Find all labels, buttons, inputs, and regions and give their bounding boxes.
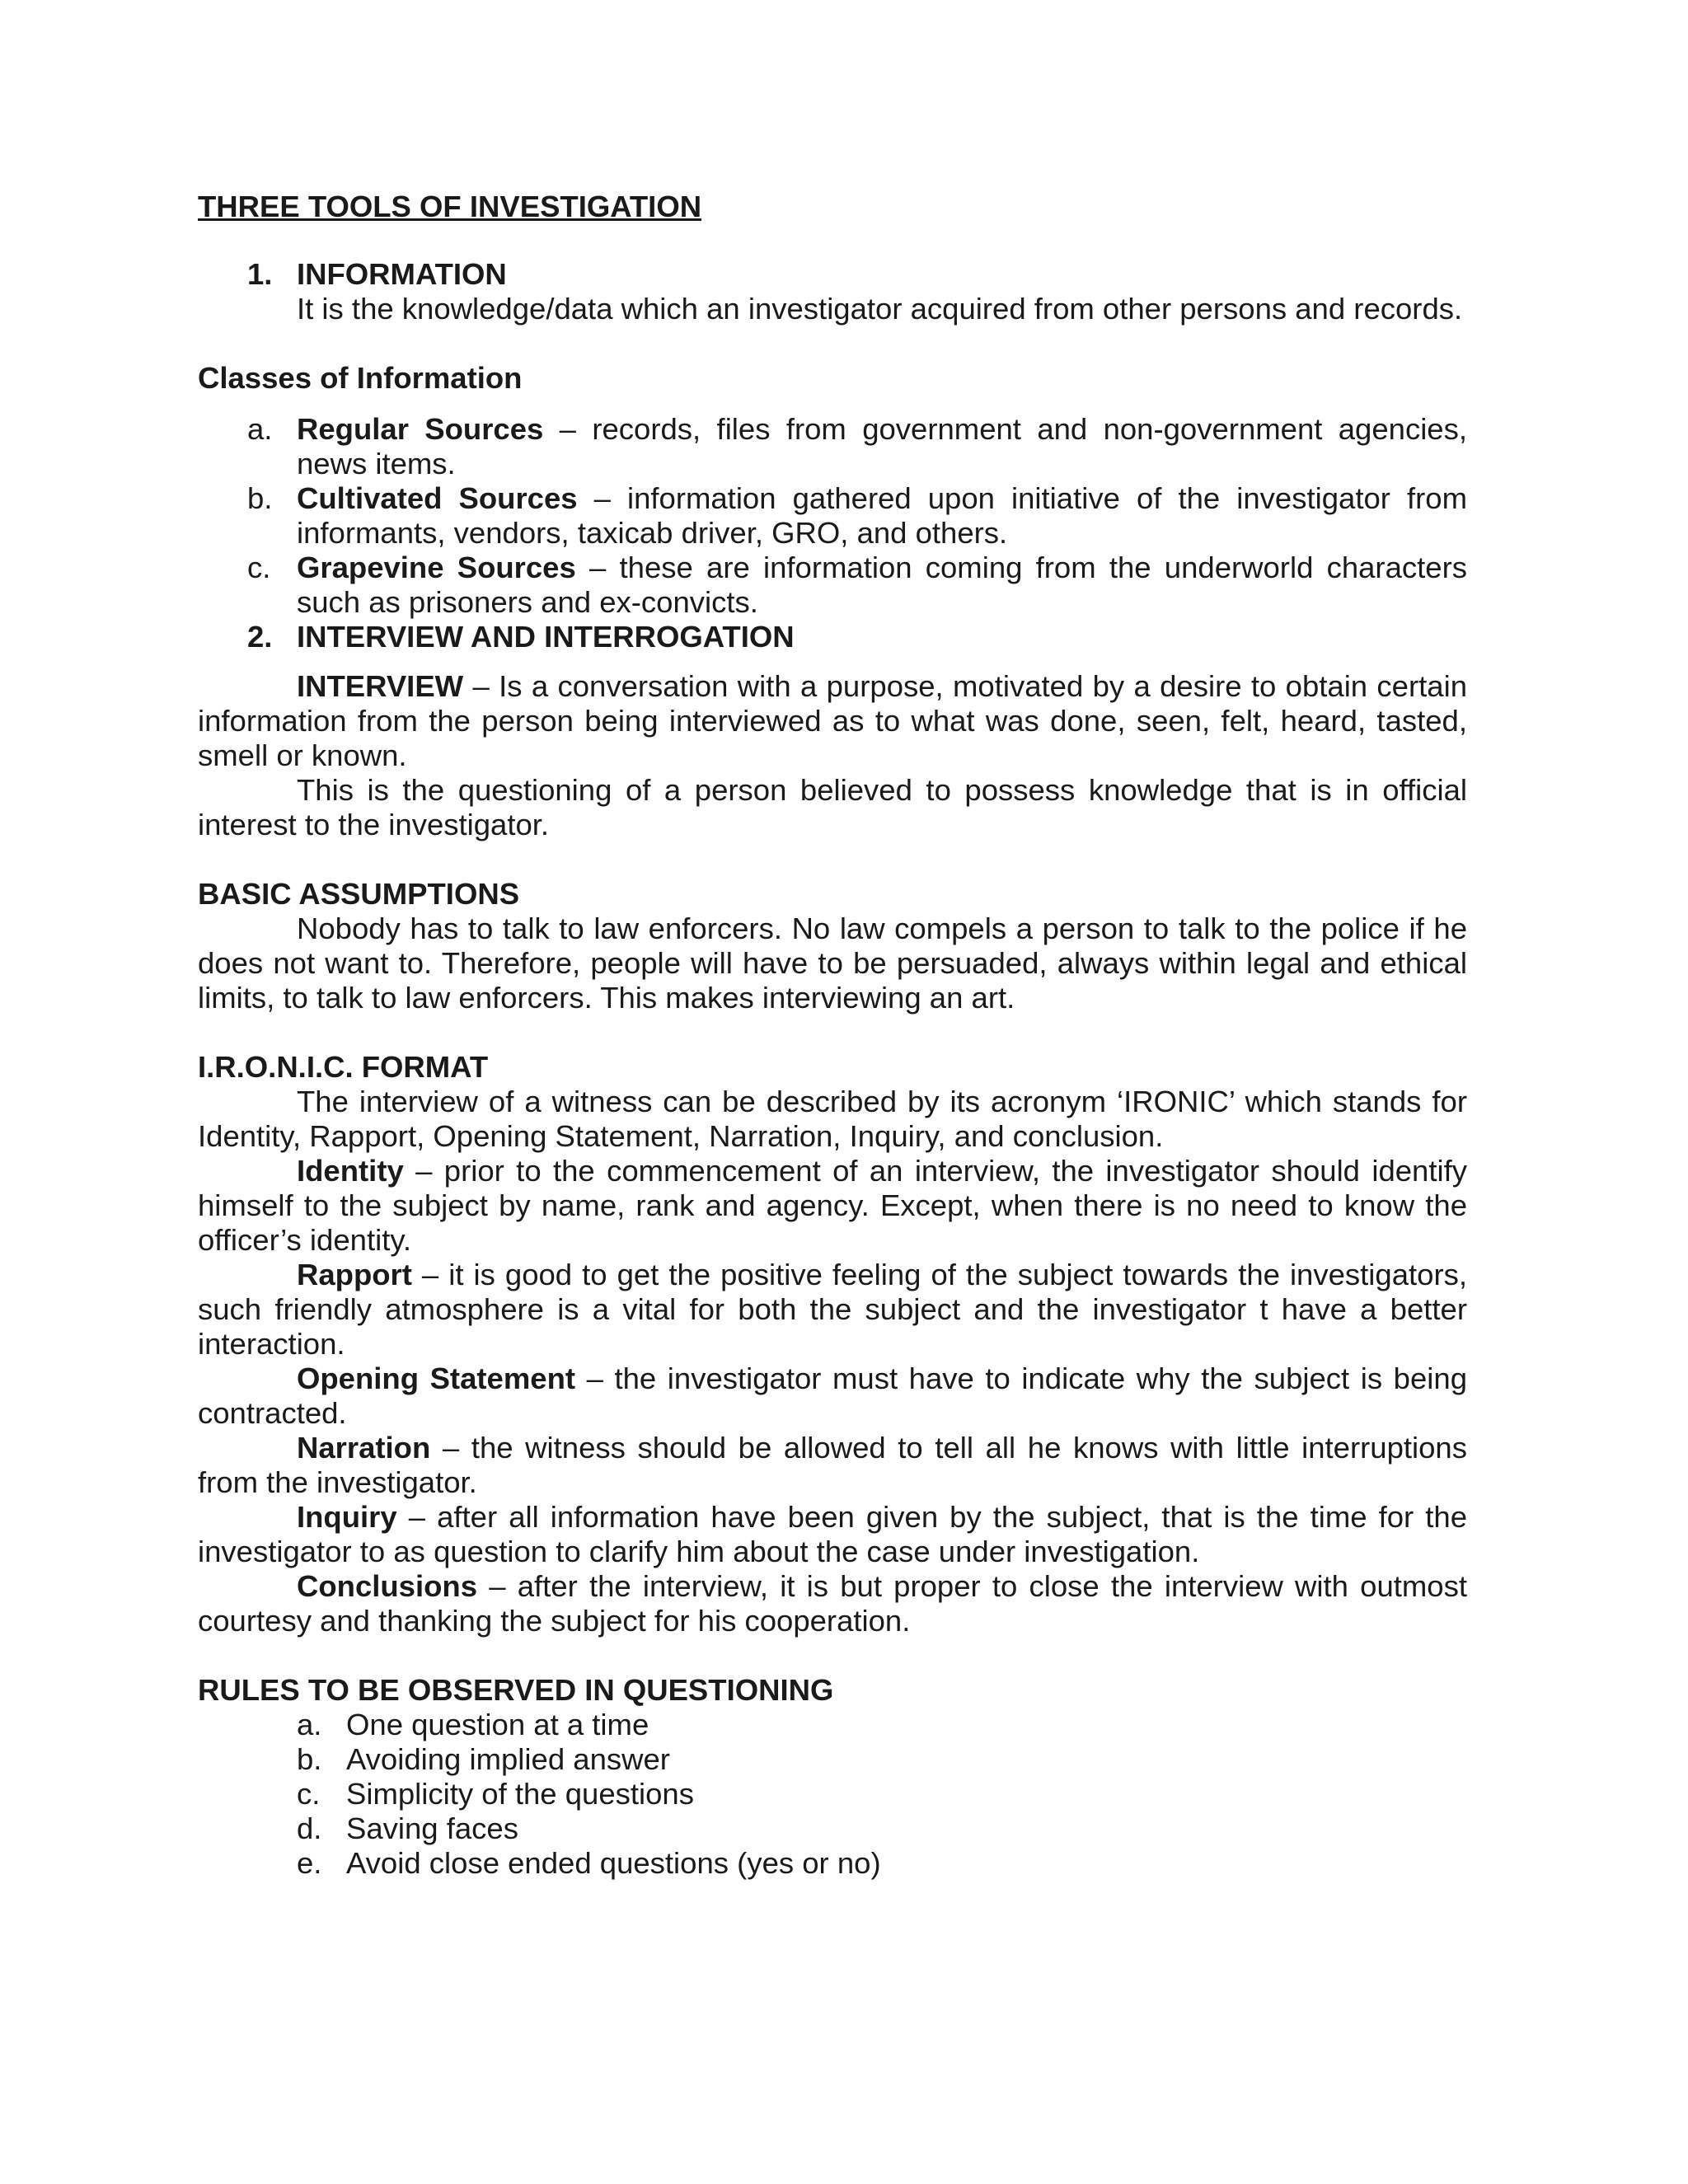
item-text: Saving faces [346, 1811, 518, 1845]
list-item [198, 412, 1467, 481]
document-page [198, 190, 1467, 1881]
item-text: – after the interview, it is but proper to close the interview with outmost courtesy and thanking the subject for his cooperation. [198, 1569, 1467, 1638]
item-text: – the witness should be allowed to tell all he knows with little interruptions from the investigator. [198, 1431, 1467, 1499]
ironic-heading: I.R.O.N.I.C. FORMAT [198, 1050, 489, 1084]
interview-term: INTERVIEW [297, 669, 464, 703]
ironic-identity [198, 1154, 1467, 1258]
classes-heading: Classes of Information [198, 361, 523, 395]
list-marker: c. [297, 1777, 321, 1811]
item-term: Conclusions [297, 1569, 478, 1603]
interview-paragraph [198, 669, 1467, 773]
item-term: Narration [297, 1431, 431, 1465]
list-item [198, 1846, 1467, 1881]
tool-interview-heading [198, 620, 1467, 654]
item-term: Inquiry [297, 1500, 397, 1534]
item-text: – information gathered upon initiative of the investigator from informants, vendors, taxicab driver, GRO, and others. [297, 481, 1467, 550]
document-title: THREE TOOLS OF INVESTIGATION [198, 190, 702, 223]
item-text: Avoid close ended questions (yes or no) [346, 1846, 881, 1880]
ironic-rapport [198, 1258, 1467, 1361]
basic-assumptions-heading: BASIC ASSUMPTIONS [198, 877, 520, 911]
section-heading: INFORMATION [297, 257, 507, 291]
item-term: Regular Sources [297, 412, 544, 446]
item-text: – after all information have been given by the subject, that is the time for the investigator to as question to clarify him about the case under investigation. [198, 1500, 1467, 1568]
list-marker: c. [247, 551, 271, 584]
list-marker: d. [297, 1811, 322, 1845]
ironic-intro: The interview of a witness can be described by its acronym ‘IRONIC’ which stands for Identity, Rapport, Opening Statement, Narration, Inquiry, and conclusion. [198, 1085, 1467, 1153]
list-marker: b. [297, 1742, 322, 1776]
item-text: – it is good to get the positive feeling of the subject towards the investigators, such friendly atmosphere is a vital for both the subject and the investigator t have a better interaction. [198, 1258, 1467, 1361]
list-item [198, 1811, 1467, 1846]
item-term: Grapevine Sources [297, 551, 576, 584]
list-item [198, 551, 1467, 620]
list-item [198, 1742, 1467, 1777]
list-item [198, 1777, 1467, 1811]
questioning-paragraph: This is the questioning of a person believed to possess knowledge that is in official interest to the investigator. [198, 773, 1467, 841]
item-text: Simplicity of the questions [346, 1777, 694, 1811]
rules-heading: RULES TO BE OBSERVED IN QUESTIONING [198, 1673, 834, 1707]
item-term: Identity [297, 1154, 404, 1188]
basic-assumptions-paragraph: Nobody has to talk to law enforcers. No law compels a person to talk to the police if he does not want to. Therefore, people will have to be persuaded, always within legal and ethical limits, to talk to law enforcers. This makes interviewing an art. [198, 912, 1467, 1015]
tool-information-heading [198, 257, 1467, 292]
item-text: – records, files from government and non-government agencies, news items. [297, 412, 1467, 480]
section-heading: INTERVIEW AND INTERROGATION [297, 620, 795, 654]
item-term: Cultivated Sources [297, 481, 578, 515]
ironic-conclusions [198, 1569, 1467, 1638]
list-marker: e. [297, 1846, 322, 1880]
item-text: One question at a time [346, 1708, 649, 1741]
interview-text: – Is a conversation with a purpose, motivated by a desire to obtain certain information from the person being interviewed as to what was done, seen, felt, heard, tasted, smell or known. [198, 669, 1467, 772]
rules-list [198, 1708, 1467, 1881]
list-item [198, 481, 1467, 551]
information-definition: It is the knowledge/data which an investigator acquired from other persons and records. [297, 292, 1463, 326]
item-term: Rapport [297, 1258, 412, 1291]
ironic-opening-statement [198, 1361, 1467, 1431]
ironic-narration [198, 1431, 1467, 1500]
item-text: – prior to the commencement of an interview, the investigator should identify himself to the subject by name, rank and agency. Except, when there is no need to know the officer’s identity. [198, 1154, 1467, 1257]
list-number: 1. [247, 257, 273, 291]
item-text: – the investigator must have to indicate why the subject is being contracted. [198, 1361, 1467, 1430]
list-marker: a. [297, 1708, 322, 1741]
list-marker: b. [247, 481, 273, 515]
list-number: 2. [247, 620, 273, 654]
list-item [198, 1708, 1467, 1742]
list-marker: a. [247, 412, 273, 446]
classes-list [198, 412, 1467, 620]
item-term: Opening Statement [297, 1361, 576, 1395]
item-text: Avoiding implied answer [346, 1742, 670, 1776]
item-text: – these are information coming from the underworld characters such as prisoners and ex-convicts. [297, 551, 1467, 619]
ironic-inquiry [198, 1500, 1467, 1569]
